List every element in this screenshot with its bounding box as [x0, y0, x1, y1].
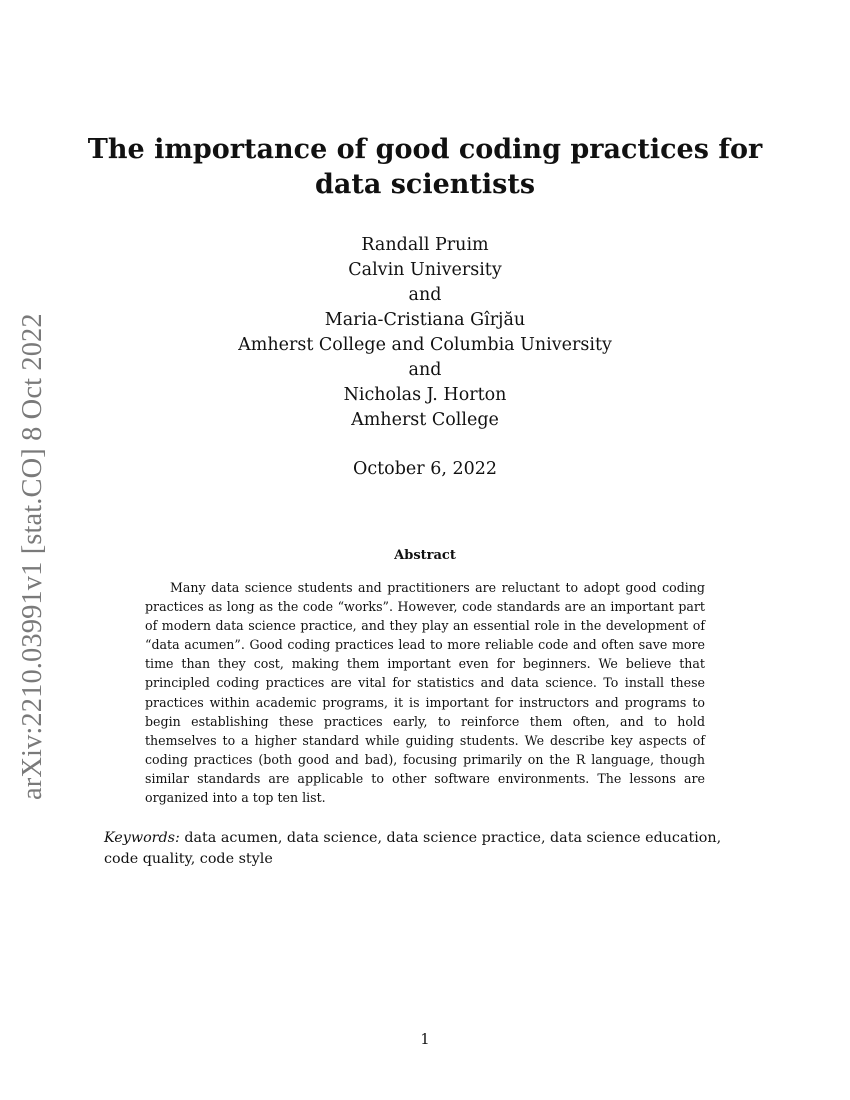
keywords-text: data acumen, data science, data science practice, data science education, code quality, code style — [104, 830, 722, 867]
author-affiliation-2: Amherst College and Columbia University — [238, 335, 612, 355]
author-name-1: Randall Pruim — [361, 235, 489, 255]
publication-date: October 6, 2022 — [353, 459, 497, 479]
abstract-body: Many data science students and practitioners are reluctant to adopt good coding practices as long as the code “works”. However, code standards are an important part of modern data science practice, and they play an essential role in the development of “data acumen”. Good coding practices lead to more reliable code and often save more time than they cost, making them important even for beginners. We believe that principled coding practices are vital for statistics and data science. To install these practices within academic programs, it is important for instructors and programs to begin establishing these practices early, to reinforce them often, and to hold themselves to a higher standard while guiding students. We describe key aspects of coding practices (both good and bad), focusing primarily on the R language, though similar standards are applicable to other software environments. The lessons are organized into a top ten list. — [145, 580, 705, 806]
paper-title-line-1: The importance of good coding practices for — [87, 134, 763, 165]
author-name-2: Maria-Cristiana Gîrjău — [324, 310, 526, 330]
author-affiliation-3: Amherst College — [351, 410, 499, 430]
author-name-3: Nicholas J. Horton — [343, 385, 507, 405]
keywords-label: Keywords: — [104, 830, 180, 846]
paper-title-line-2: data scientists — [314, 169, 536, 200]
arxiv-identifier-stamp: arXiv:2210.03991v1 [stat.CO] 8 Oct 2022 — [17, 313, 48, 800]
page-number: 1 — [420, 1032, 430, 1048]
author-block — [180, 233, 670, 433]
author-separator-2: and — [408, 360, 442, 380]
author-affiliation-1: Calvin University — [348, 260, 502, 280]
abstract-heading: Abstract — [394, 548, 456, 563]
paper-title — [60, 132, 790, 202]
author-separator-1: and — [408, 285, 442, 305]
keywords-paragraph — [104, 828, 749, 869]
